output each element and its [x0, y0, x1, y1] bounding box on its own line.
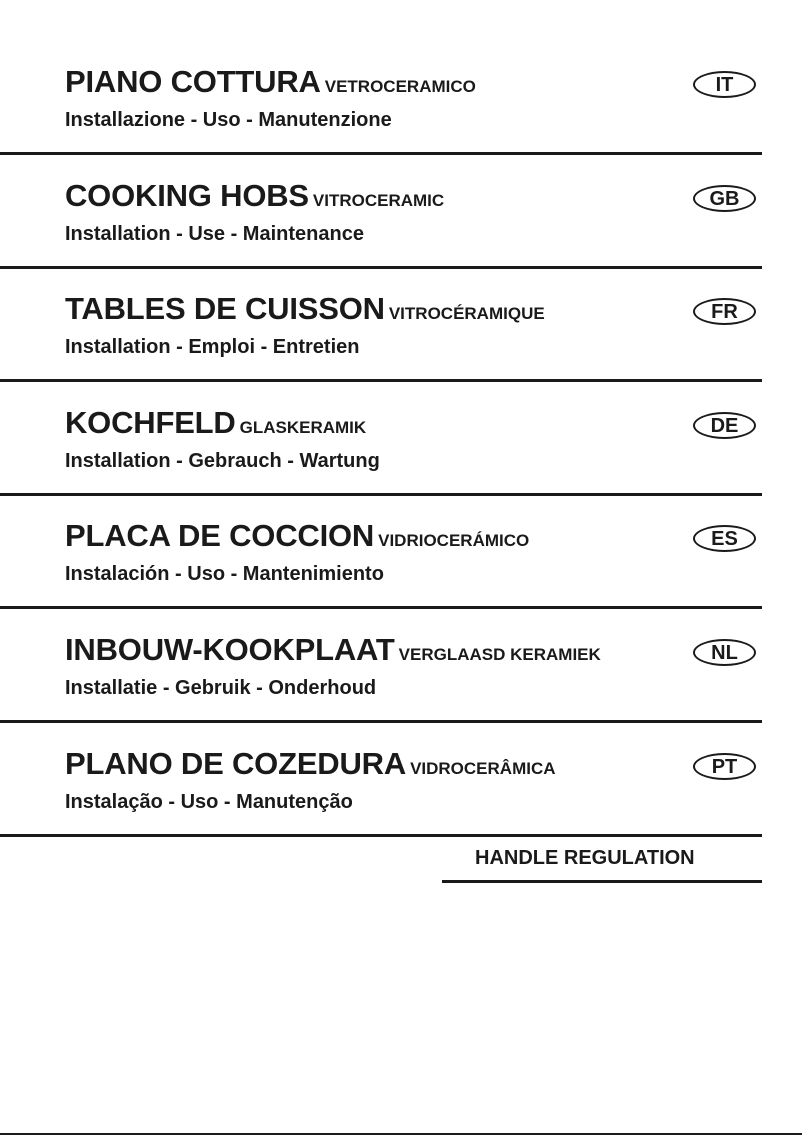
product-name: COOKING HOBS [65, 178, 309, 213]
section-description: Installation - Gebrauch - Wartung [65, 450, 380, 472]
section-title [65, 180, 444, 211]
section-nl [0, 634, 802, 748]
section-title [65, 66, 476, 97]
language-badge-pt: PT [693, 753, 756, 780]
section-divider [0, 152, 762, 155]
product-name: KOCHFELD [65, 405, 236, 440]
section-title [65, 293, 545, 324]
section-description: Installazione - Uso - Manutenzione [65, 109, 392, 131]
section-gb [0, 180, 802, 294]
section-description: Installatie - Gebruik - Onderhoud [65, 677, 377, 699]
section-description: Instalação - Uso - Manutenção [65, 791, 353, 813]
page-bottom-border [0, 1133, 802, 1135]
product-type: VITROCÉRAMIQUE [388, 304, 545, 323]
product-name: PLANO DE COZEDURA [65, 746, 407, 781]
product-type: VITROCERAMIC [312, 191, 445, 210]
section-pt [0, 748, 802, 862]
section-fr [0, 293, 802, 407]
section-title [65, 520, 529, 551]
section-divider [0, 606, 762, 609]
section-title [65, 748, 556, 779]
language-badge-es: ES [693, 525, 756, 552]
section-divider [0, 834, 762, 837]
product-name: PIANO COTTURA [65, 64, 321, 99]
handle-regulation-underline [442, 880, 762, 883]
section-divider [0, 720, 762, 723]
product-name: INBOUW-KOOKPLAAT [65, 632, 395, 667]
section-it [0, 66, 802, 180]
language-badge-gb: GB [693, 185, 756, 212]
section-title [65, 407, 366, 438]
section-title [65, 634, 601, 665]
section-es [0, 520, 802, 634]
product-name: PLACA DE COCCION [65, 518, 375, 553]
product-name: TABLES DE CUISSON [65, 291, 385, 326]
product-type: VIDROCERÂMICA [410, 759, 556, 778]
language-badge-nl: NL [693, 639, 756, 666]
product-type: VERGLAASD KERAMIEK [398, 645, 601, 664]
section-divider [0, 379, 762, 382]
section-divider [0, 493, 762, 496]
section-de [0, 407, 802, 521]
language-badge-it: IT [693, 71, 756, 98]
language-badge-fr: FR [693, 298, 756, 325]
language-badge-de: DE [693, 412, 756, 439]
section-description: Instalación - Uso - Mantenimiento [65, 563, 384, 585]
section-description: Installation - Use - Maintenance [65, 223, 364, 245]
product-type: VIDRIOCERÁMICO [378, 531, 530, 550]
section-description: Installation - Emploi - Entretien [65, 336, 360, 358]
product-type: GLASKERAMIK [239, 418, 367, 437]
handle-regulation-label: HANDLE REGULATION [475, 847, 695, 869]
section-divider [0, 266, 762, 269]
product-type: VETROCERAMICO [324, 77, 476, 96]
